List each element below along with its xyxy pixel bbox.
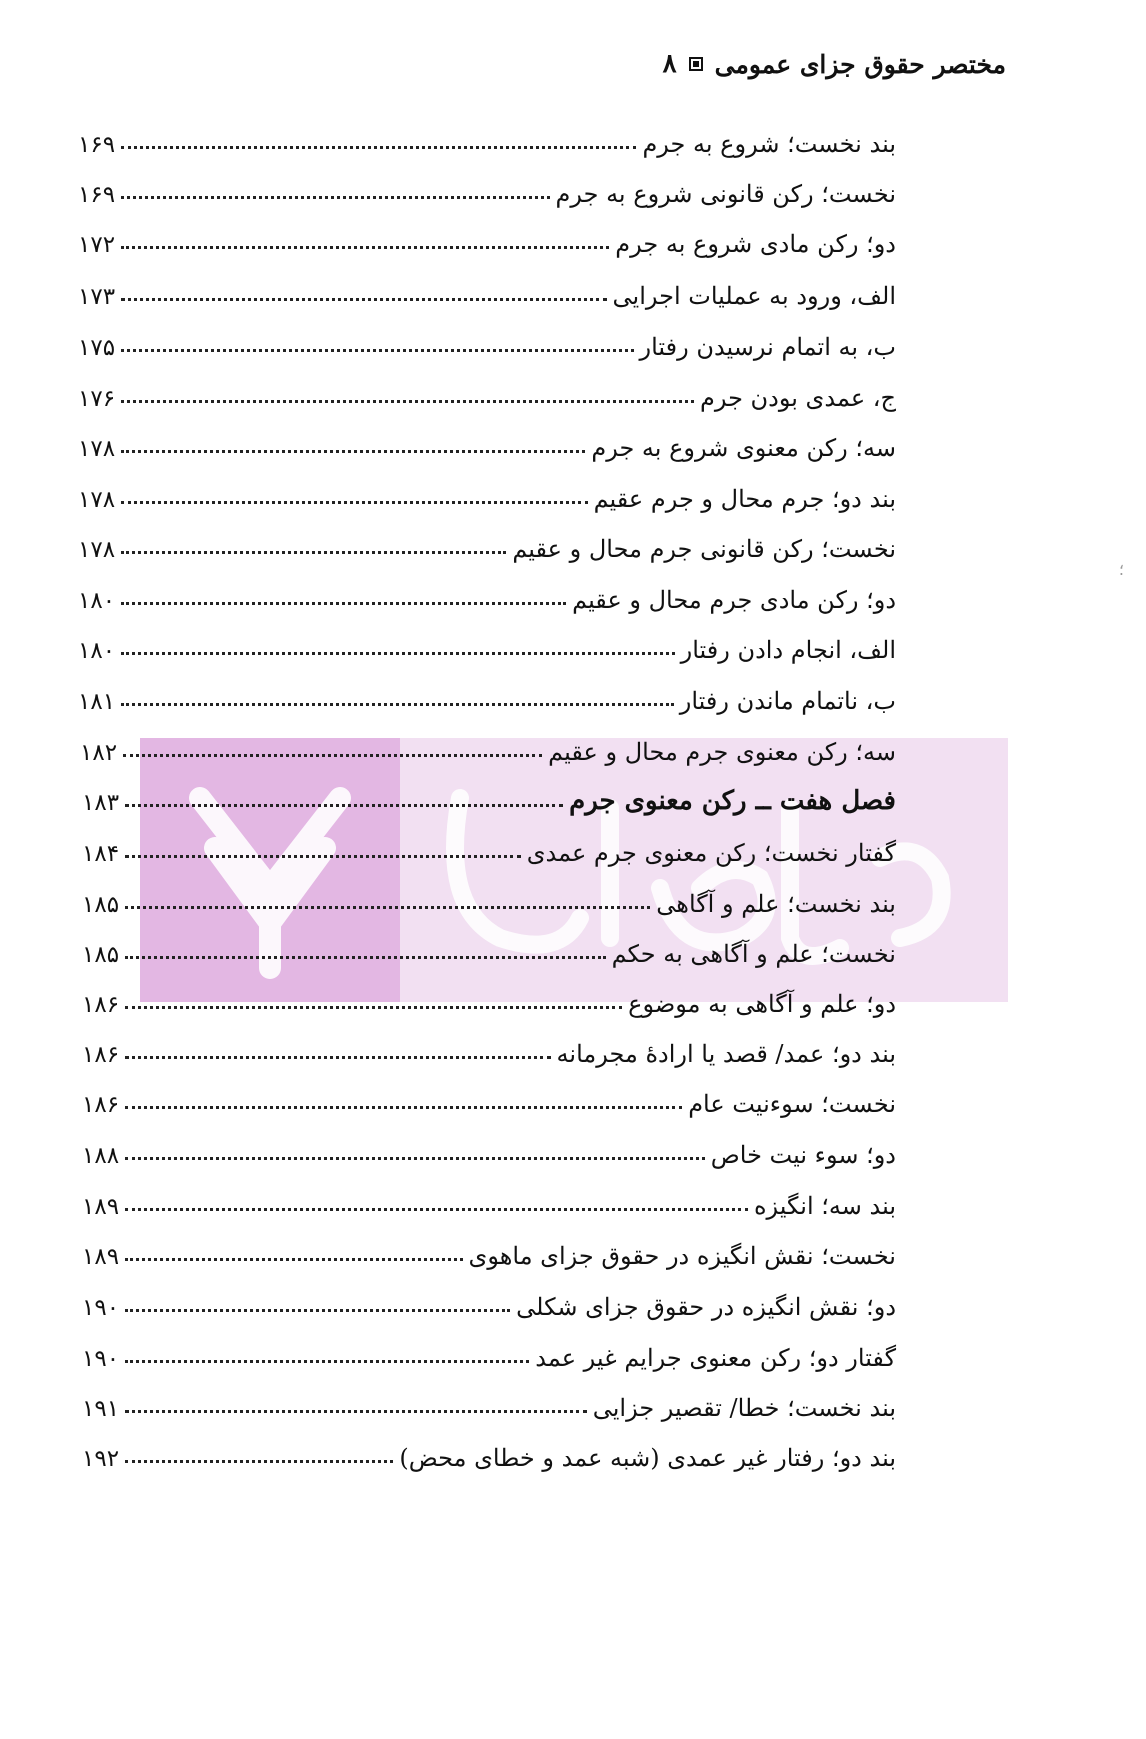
edge-mark: ؛	[1118, 560, 1124, 579]
toc-entry-title: بند دو؛ جرم محال و جرم عقیم	[593, 485, 896, 513]
dot-leader	[125, 1258, 462, 1261]
toc-entry-title: ب، به اتمام نرسیدن رفتار	[639, 333, 896, 361]
dot-leader	[121, 551, 506, 554]
book-title: مختصر حقوق جزای عمومی	[714, 49, 1006, 79]
dot-leader	[125, 1157, 705, 1160]
toc-page-number: ۱۸۰	[78, 588, 116, 614]
dot-leader	[121, 501, 588, 504]
toc-entry[interactable]	[82, 1332, 896, 1372]
dot-leader	[121, 400, 694, 403]
toc-page-number: ۱۷۸	[78, 436, 116, 462]
toc-entry[interactable]	[82, 1028, 896, 1068]
toc-entry[interactable]	[82, 827, 896, 867]
toc-page-number: ۱۷۵	[78, 335, 116, 361]
toc-entry[interactable]	[78, 118, 896, 158]
dot-leader	[125, 1106, 682, 1109]
toc-entry[interactable]	[82, 978, 896, 1018]
toc-page-number: ۱۸۱	[78, 689, 116, 715]
toc-entry-title: دو؛ سوء نیت خاص	[710, 1141, 896, 1169]
toc-entry-title: نخست؛ سوءنیت عام	[688, 1090, 896, 1118]
page-number: ۸	[662, 49, 677, 79]
toc-entry[interactable]	[78, 372, 896, 412]
toc-entry-title: سه؛ رکن معنوی جرم محال و عقیم	[548, 738, 896, 766]
dot-leader	[125, 1410, 587, 1413]
toc-entry[interactable]	[82, 1281, 896, 1321]
dot-leader	[121, 703, 674, 706]
toc-entry[interactable]	[82, 1432, 896, 1472]
toc-entry-title: دو؛ نقش انگیزه در حقوق جزای شکلی	[516, 1293, 896, 1321]
toc-page-number: ۱۸۲	[80, 740, 118, 766]
toc-page-number: ۱۹۲	[82, 1446, 120, 1472]
dot-leader	[125, 1208, 748, 1211]
dot-leader	[125, 855, 521, 858]
dot-leader	[125, 1460, 393, 1463]
toc-entry-title: فصل هفت ــ رکن معنوی جرم	[569, 786, 896, 816]
toc-entry-title: بند نخست؛ شروع به جرم	[642, 130, 896, 158]
toc-entry[interactable]	[82, 1230, 896, 1270]
toc-page-number: ۱۸۹	[82, 1244, 120, 1270]
toc-entry[interactable]	[78, 270, 896, 310]
toc-entry-title: بند نخست؛ خطا/ تقصیر جزایی	[592, 1394, 896, 1422]
toc-entry-title: دو؛ علم و آگاهی به موضوع	[628, 990, 896, 1018]
toc-entry[interactable]	[78, 422, 896, 462]
toc-entry[interactable]	[82, 1129, 896, 1169]
toc-page-number: ۱۸۴	[82, 841, 120, 867]
dot-leader	[125, 1309, 510, 1312]
toc-entry-title: نخست؛ نقش انگیزه در حقوق جزای ماهوی	[468, 1242, 896, 1270]
dot-leader	[121, 298, 606, 301]
toc-entry[interactable]	[78, 473, 896, 513]
toc-entry-title: دو؛ رکن مادی جرم محال و عقیم	[572, 586, 896, 614]
toc-page-number: ۱۸۵	[82, 892, 120, 918]
toc-entry[interactable]	[82, 1180, 896, 1220]
toc-entry-title: نخست؛ رکن قانونی جرم محال و عقیم	[512, 535, 896, 563]
toc-page-number: ۱۹۰	[82, 1295, 120, 1321]
toc-entry-title: الف، انجام دادن رفتار	[680, 636, 896, 664]
toc-entry-title: دو؛ رکن مادی شروع به جرم	[615, 230, 896, 258]
toc-page-number: ۱۷۲	[78, 232, 116, 258]
dot-leader	[125, 804, 563, 807]
dot-leader	[123, 754, 542, 757]
dot-leader	[125, 906, 650, 909]
toc-page-number: ۱۸۶	[82, 1042, 120, 1068]
toc-entry[interactable]	[78, 574, 896, 614]
dot-leader	[125, 1006, 622, 1009]
dot-leader	[121, 146, 636, 149]
dot-leader	[125, 1056, 550, 1059]
toc-entry[interactable]	[78, 523, 896, 563]
dot-leader	[121, 450, 585, 453]
toc-page-number: ۱۶۹	[78, 182, 116, 208]
toc-entry-title: بند سه؛ انگیزه	[753, 1192, 896, 1220]
toc-page-number: ۱۷۳	[78, 284, 116, 310]
toc-page-number: ۱۸۰	[78, 638, 116, 664]
dot-leader	[121, 196, 549, 199]
dot-leader	[121, 652, 675, 655]
page-header	[663, 44, 1006, 84]
toc-page-number: ۱۸۹	[82, 1194, 120, 1220]
toc-page-number: ۱۸۶	[82, 992, 120, 1018]
toc-page-number: ۱۸۳	[82, 790, 120, 816]
square-bullet-icon	[689, 57, 703, 71]
dot-leader	[121, 349, 633, 352]
toc-entry-title: الف، ورود به عملیات اجرایی	[612, 282, 896, 310]
toc-entry-title: بند نخست؛ علم و آگاهی	[656, 890, 896, 918]
toc-entry-title: گفتار دو؛ رکن معنوی جرایم غیر عمد	[535, 1344, 896, 1372]
toc-page-number: ۱۹۱	[82, 1396, 120, 1422]
toc-page-number: ۱۷۸	[78, 537, 116, 563]
toc-page-number: ۱۸۸	[82, 1143, 120, 1169]
toc-entry-title: ب، ناتمام ماندن رفتار	[679, 687, 896, 715]
toc-page-number: ۱۸۵	[82, 942, 120, 968]
dot-leader	[125, 1360, 529, 1363]
toc-page-number: ۱۸۶	[82, 1092, 120, 1118]
toc-chapter-heading[interactable]	[82, 776, 896, 816]
toc-entry-title: نخست؛ علم و آگاهی به حکم	[611, 940, 896, 968]
toc-entry[interactable]	[78, 321, 896, 361]
toc-entry[interactable]	[82, 878, 896, 918]
toc-entry[interactable]	[78, 218, 896, 258]
toc-entry-title: گفتار نخست؛ رکن معنوی جرم عمدی	[526, 839, 896, 867]
toc-page-number: ۱۷۸	[78, 487, 116, 513]
toc-entry[interactable]	[82, 1078, 896, 1118]
toc-page-number: ۱۶۹	[78, 132, 116, 158]
toc-entry[interactable]	[78, 675, 896, 715]
toc-entry-title: بند دو؛ عمد/ قصد یا ارادهٔ مجرمانه	[556, 1040, 896, 1068]
dot-leader	[121, 602, 566, 605]
watermark-text: مادپار	[700, 887, 705, 889]
toc-entry[interactable]	[80, 726, 896, 766]
toc-entry-title: سه؛ رکن معنوی شروع به جرم	[591, 434, 896, 462]
toc-entry[interactable]	[78, 168, 896, 208]
toc-entry[interactable]	[78, 624, 896, 664]
dot-leader	[125, 956, 606, 959]
toc-page-number: ۱۹۰	[82, 1346, 120, 1372]
toc-entry-title: بند دو؛ رفتار غیر عمدی (شبه عمد و خطای محض)	[399, 1444, 896, 1472]
toc-entry[interactable]	[82, 1382, 896, 1422]
toc-entry-title: ج، عمدی بودن جرم	[699, 384, 896, 412]
toc-entry-title: نخست؛ رکن قانونی شروع به جرم	[555, 180, 896, 208]
toc-entry[interactable]	[82, 928, 896, 968]
toc-page-number: ۱۷۶	[78, 386, 116, 412]
dot-leader	[121, 246, 609, 249]
